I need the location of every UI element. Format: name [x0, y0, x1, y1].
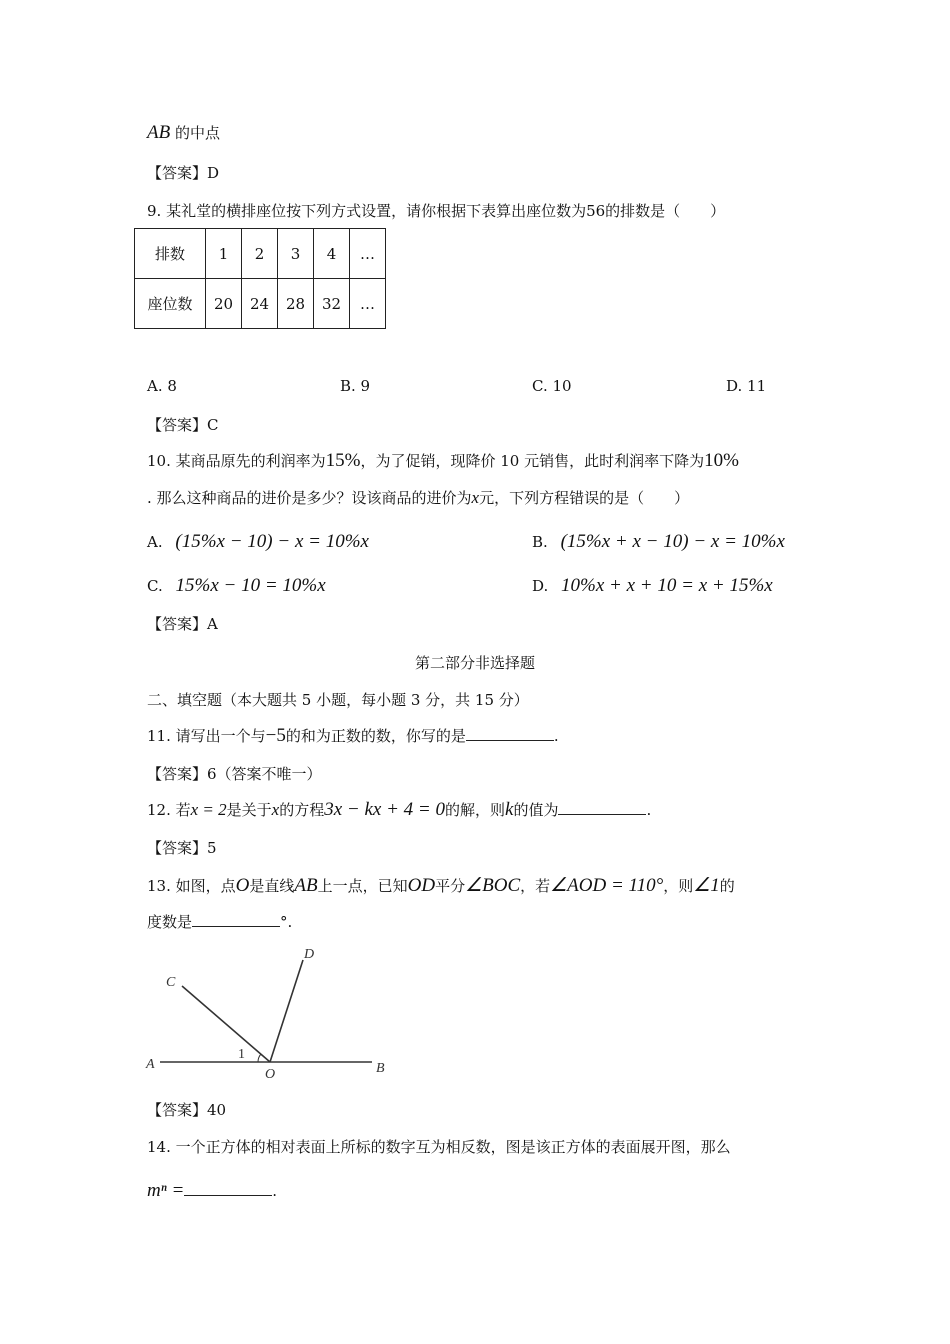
option-label: B.	[532, 533, 548, 551]
q8-math: AB	[147, 122, 171, 143]
q13-text: 上一点，已知	[317, 877, 408, 895]
q10-text: ，为了促销，现降价 10 元销售，此时利润率下降为	[360, 452, 705, 470]
ray-od	[270, 960, 303, 1062]
q13-math: ∠1	[693, 875, 720, 896]
q13-text: 度数是	[147, 913, 193, 931]
table-cell: 3	[278, 229, 314, 279]
answer-blank[interactable]	[466, 726, 554, 741]
q13-stem-line2	[147, 911, 292, 932]
q13-text: ，则	[663, 877, 694, 895]
ray-oc	[182, 986, 270, 1062]
answer-value: 6（答案不唯一）	[207, 765, 322, 783]
q10-var: x	[471, 488, 480, 507]
answer-label: 【答案】	[147, 839, 208, 857]
table-cell: 32	[314, 279, 350, 329]
answer-value: 40	[207, 1101, 227, 1119]
answer-value: A	[207, 615, 218, 633]
q11-math: −5	[265, 725, 286, 746]
q12-math: k	[505, 799, 514, 820]
q14-end: .	[272, 1182, 278, 1200]
table-cell: 2	[242, 229, 278, 279]
q14-math: mⁿ =	[147, 1180, 185, 1201]
answer-blank[interactable]	[184, 1181, 272, 1196]
table-cell: 1	[206, 229, 242, 279]
q11-answer	[147, 763, 322, 784]
label-1: 1	[238, 1047, 245, 1062]
table-cell: 28	[278, 279, 314, 329]
q12-math: x = 2	[190, 800, 227, 819]
label-o: O	[265, 1067, 276, 1080]
q8-text: 的中点	[175, 124, 221, 142]
q11-text: 11. 请写出一个与	[147, 727, 266, 745]
option-label: A.	[147, 533, 163, 551]
q10-rate2: 10%	[704, 450, 739, 471]
q12-text: 的方程	[279, 801, 325, 819]
q12-text: 12. 若	[147, 801, 191, 819]
q12-text: 的解，则	[445, 801, 506, 819]
q9-stem: 9. 某礼堂的横排座位按下列方式设置，请你根据下表算出座位数为56的排数是（ ）	[147, 202, 726, 220]
table-cell: 24	[242, 279, 278, 329]
q12-end: .	[646, 801, 652, 819]
table-cell: 20	[206, 279, 242, 329]
q13-text: 的	[719, 877, 735, 895]
q13-text: 是直线	[249, 877, 295, 895]
q13-math: OD	[407, 875, 436, 896]
q10-text: 元，下列方程错误的是（ ）	[479, 489, 690, 507]
section2-title: 二、填空题（本大题共 5 小题，每小题 3 分，共 15 分）	[147, 691, 529, 709]
q10-line2	[147, 487, 689, 508]
q12-text: 的值为	[513, 801, 559, 819]
q10-answer	[147, 613, 218, 634]
q13-stem-line1	[147, 874, 735, 897]
answer-label: 【答案】	[147, 164, 208, 182]
q12-stem	[147, 799, 651, 821]
q10-text: . 那么这种商品的进价是多少？设该商品的进价为	[147, 489, 472, 507]
q10-option-b	[532, 531, 785, 553]
q11-stem	[147, 725, 559, 747]
q12-math: x	[271, 800, 280, 819]
angle-figure	[140, 940, 400, 1080]
q13-answer	[147, 1099, 226, 1120]
q12-math: 3x − kx + 4 = 0	[324, 799, 445, 820]
option-label: C.	[147, 577, 163, 595]
q10-line1	[147, 450, 739, 472]
table-header-rows: 排数	[135, 229, 206, 279]
label-d: D	[304, 947, 315, 962]
q10-option-d	[532, 575, 773, 597]
q10-option-a	[147, 531, 369, 553]
answer-blank[interactable]	[558, 800, 646, 815]
table-cell: 4	[314, 229, 350, 279]
answer-value: D	[207, 164, 220, 182]
option-equation: (15%x + x − 10) − x = 10%x	[560, 531, 785, 552]
table-cell: …	[350, 279, 386, 329]
q13-text: 13. 如图，点	[147, 877, 236, 895]
q13-math: ∠AOD = 110°	[550, 875, 664, 896]
q13-math: O	[235, 875, 250, 896]
q9-option-a: A. 8	[147, 377, 177, 395]
option-equation: 10%x + x + 10 = x + 15%x	[561, 575, 773, 596]
answer-label: 【答案】	[147, 1101, 208, 1119]
table-cell: …	[350, 229, 386, 279]
q13-end: °.	[280, 913, 293, 931]
option-equation: (15%x − 10) − x = 10%x	[175, 531, 369, 552]
q10-option-c	[147, 575, 326, 597]
answer-label: 【答案】	[147, 765, 208, 783]
q10-rate1: 15%	[325, 450, 361, 471]
table-header-seats: 座位数	[135, 279, 206, 329]
q9-answer	[147, 414, 219, 435]
q8-tail	[147, 122, 220, 144]
answer-value: C	[207, 416, 219, 434]
q9-option-c: C. 10	[532, 377, 572, 395]
q13-text: 平分	[435, 877, 466, 895]
answer-value: 5	[207, 839, 217, 857]
q11-text: 的和为正数的数，你写的是	[285, 727, 466, 745]
q13-math: AB	[294, 875, 318, 896]
label-b: B	[376, 1061, 385, 1076]
answer-blank[interactable]	[192, 912, 280, 927]
label-a: A	[146, 1057, 155, 1072]
label-c: C	[166, 975, 176, 990]
answer-label: 【答案】	[147, 615, 208, 633]
answer-label: 【答案】	[147, 416, 208, 434]
q9-option-b: B. 9	[340, 377, 371, 395]
q13-text: ，若	[520, 877, 551, 895]
option-label: D.	[532, 577, 549, 595]
q14-stem-line1: 14. 一个正方体的相对表面上所标的数字互为相反数，图是该正方体的表面展开图，那么	[147, 1138, 731, 1156]
q12-text: 是关于	[226, 801, 272, 819]
option-equation: 15%x − 10 = 10%x	[175, 575, 326, 596]
seat-table	[134, 228, 386, 329]
q9-option-d: D. 11	[726, 377, 767, 395]
q13-math: ∠BOC	[465, 875, 521, 896]
q10-text: 10. 某商品原先的利润率为	[147, 452, 326, 470]
angle-1-arc	[258, 1054, 261, 1062]
part2-title: 第二部分非选择题	[414, 654, 535, 672]
q14-stem-line2	[147, 1180, 277, 1202]
q8-answer	[147, 162, 219, 183]
q12-answer	[147, 837, 217, 858]
q11-end: .	[553, 727, 559, 745]
